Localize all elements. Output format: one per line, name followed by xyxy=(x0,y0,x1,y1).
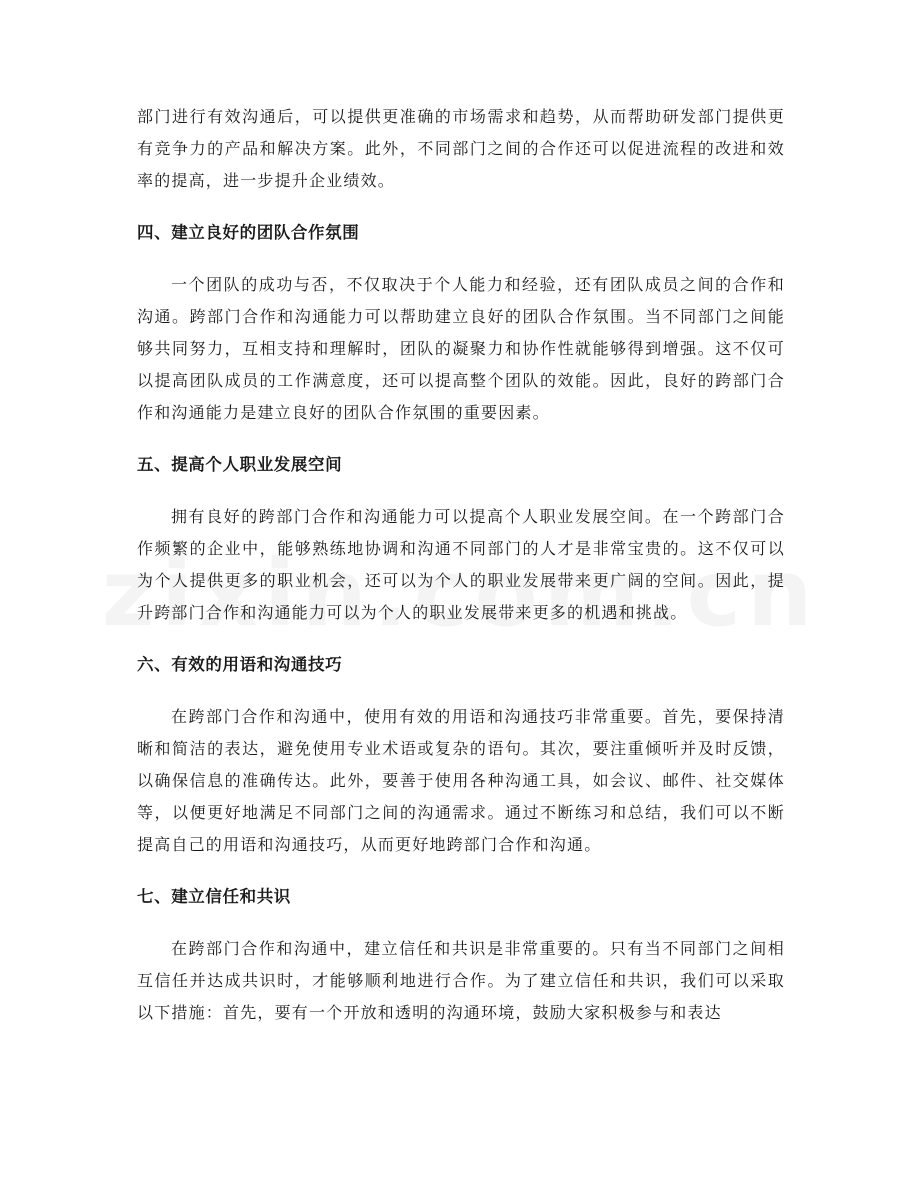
section-heading-6: 六、有效的用语和沟通技巧 xyxy=(137,655,343,674)
section-heading-5: 五、提高个人职业发展空间 xyxy=(137,455,343,474)
section-heading-4: 四、建立良好的团队合作氛围 xyxy=(137,223,360,242)
section-heading-7: 七、建立信任和共识 xyxy=(137,887,291,906)
section-paragraph-5: 拥有良好的跨部门合作和沟通能力可以提高个人职业发展空间。在一个跨部门合作频繁的企业中，能够熟练地协调和沟通不同部门的人才是非常宝贵的。这不仅可以为个人提供更多的职业机会，还可以为个人的职业发展带来更广阔的空间。因此，提升跨部门合作和沟通能力可以为个人的职业发展带来更多的机遇和挑战。 xyxy=(137,507,785,622)
section-paragraph-4: 一个团队的成功与否，不仅取决于个人能力和经验，还有团队成员之间的合作和沟通。跨部门合作和沟通能力可以帮助建立良好的团队合作氛围。当不同部门之间能够共同努力，互相支持和理解时，团队的凝聚力和协作性就能够得到增强。这不仅可以提高团队成员的工作满意度，还可以提高整个团队的效能。因此，良好的跨部门合作和沟通能力是建立良好的团队合作氛围的重要因素。 xyxy=(137,275,785,422)
section-paragraph-7: 在跨部门合作和沟通中，建立信任和共识是非常重要的。只有当不同部门之间相互信任并达成共识时，才能够顺利地进行合作。为了建立信任和共识，我们可以采取以下措施：首先，要有一个开放和透明的沟通环境，鼓励大家积极参与和表达 xyxy=(137,939,785,1022)
section-paragraph-6: 在跨部门合作和沟通中，使用有效的用语和沟通技巧非常重要。首先，要保持清晰和简洁的表达，避免使用专业术语或复杂的语句。其次，要注重倾听并及时反馈，以确保信息的准确传达。此外，要善于使用各种沟通工具，如会议、邮件、社交媒体等，以便更好地满足不同部门之间的沟通需求。通过不断练习和总结，我们可以不断提高自己的用语和沟通技巧，从而更好地跨部门合作和沟通。 xyxy=(137,707,785,854)
paragraph-continuation: 部门进行有效沟通后，可以提供更准确的市场需求和趋势，从而帮助研发部门提供更有竞争力的产品和解决方案。此外，不同部门之间的合作还可以促进流程的改进和效率的提高，进一步提升企业绩效。 xyxy=(137,107,785,190)
document-body xyxy=(137,101,785,1029)
